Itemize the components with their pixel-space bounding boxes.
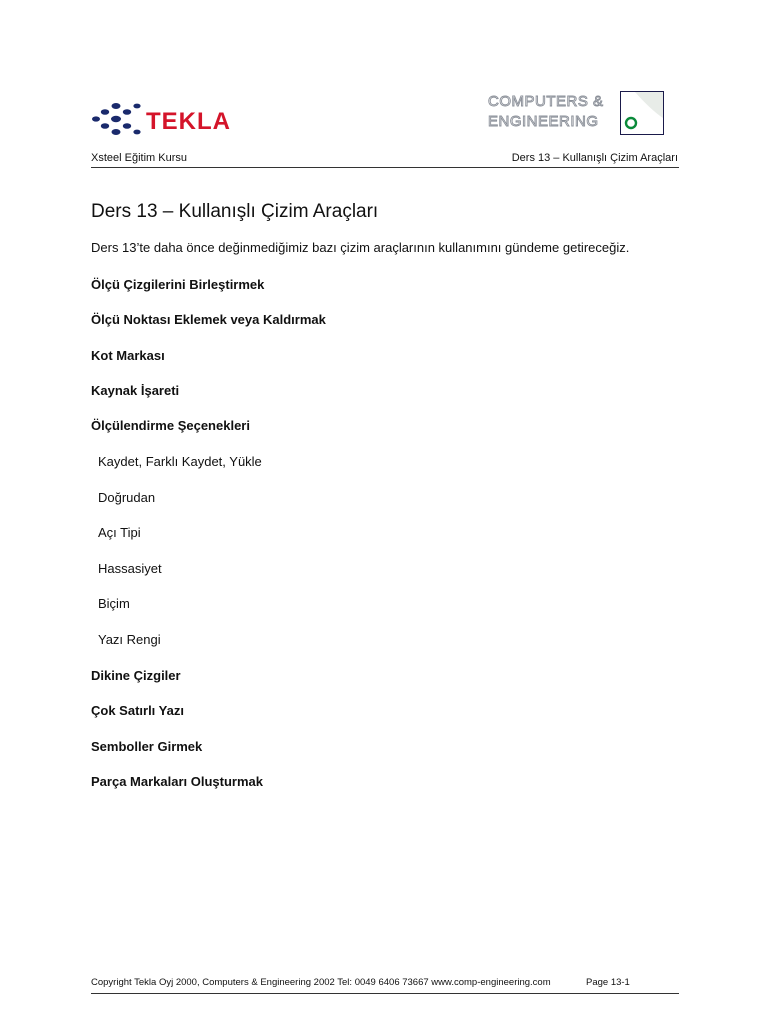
section-heading: Ölçü Çizgilerini Birleştirmek [91, 277, 265, 292]
section-heading: Kaynak İşareti [91, 383, 180, 398]
sub-item: Hassasiyet [98, 561, 162, 576]
page-title: Ders 13 – Kullanışlı Çizim Araçları [91, 201, 379, 222]
tekla-mark-icon [90, 100, 146, 140]
sub-item: Kaydet, Farklı Kaydet, Yükle [98, 454, 262, 469]
tekla-wordmark: TEKLA [146, 108, 231, 135]
footer-page-number: Page 13-1 [586, 977, 630, 988]
sub-item: Yazı Rengi [98, 632, 161, 647]
ce-logo-box [620, 91, 664, 135]
sub-item: Biçim [98, 596, 130, 611]
section-heading: Kot Markası [91, 348, 165, 363]
footer-divider [91, 993, 679, 994]
section-heading: Parça Markaları Oluşturmak [91, 774, 263, 789]
running-header-chapter: Ders 13 – Kullanışlı Çizim Araçları [511, 152, 678, 164]
tekla-logo [90, 100, 250, 140]
section-heading: Ölçü Noktası Eklemek veya Kaldırmak [91, 312, 326, 327]
section-heading: Semboller Girmek [91, 739, 203, 754]
ce-emblem-icon [621, 92, 663, 134]
header-divider [91, 167, 679, 168]
ce-logo-line-2: ENGINEERING [488, 113, 599, 130]
running-header-course: Xsteel Eğitim Kursu [91, 152, 187, 164]
section-heading: Ölçülendirme Şeçenekleri [91, 418, 250, 433]
intro-paragraph: Ders 13’te daha önce değinmediğimiz bazı çizim araçlarının kullanımını gündeme getireceğiz. [91, 240, 630, 255]
sub-item: Açı Tipi [98, 525, 141, 540]
computers-engineering-logo [486, 90, 668, 138]
ce-logo-line-1: COMPUTERS & [488, 93, 604, 110]
section-heading: Dikine Çizgiler [91, 668, 181, 683]
section-heading: Çok Satırlı Yazı [91, 703, 184, 718]
footer-copyright: Copyright Tekla Oyj 2000, Computers & Engineering 2002 Tel: 0049 6406 73667 www.comp-engineering.com [91, 977, 551, 988]
sub-item: Doğrudan [98, 490, 156, 505]
